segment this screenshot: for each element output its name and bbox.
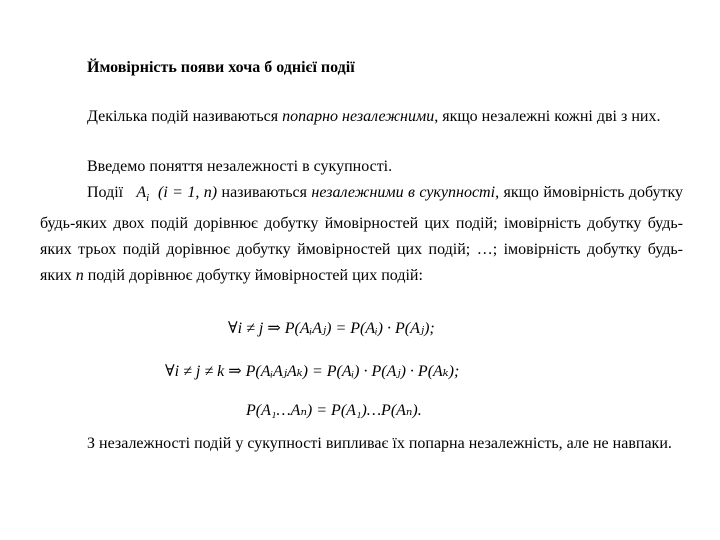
p3-end: подій дорівнює добутку ймовірностей цих подій: [83, 267, 423, 285]
paragraph-pairwise-independence [40, 104, 683, 130]
section-title: Ймовірність появи хоча б однієї події [87, 59, 355, 76]
p3-emphasis: незалежними в сукупності [311, 184, 496, 201]
paragraph-collective-independence [40, 180, 683, 289]
p1-text-before: Декілька подій називаються [87, 108, 283, 125]
paragraph-conclusion: З незалежності подій у сукупності випливає їх попарна незалежність, але не навпаки. [87, 435, 672, 452]
p3-rest: , якщо ймовірність добутку будь-яких двох подій дорівнює добутку ймовірностей цих подій; імовірність добутку будь-яких трьох подій дорівнює добутку ймовірностей цих подій; …; імовірність добутку будь-яких [40, 184, 684, 285]
p1-emphasis: попарно незалежними [282, 108, 435, 125]
formula-pairwise: ∀i ≠ j ⇒ P(AᵢAⱼ) = P(Aᵢ) · P(Aⱼ); [228, 320, 435, 337]
formula-n-events: P(A₁…Aₙ) = P(A₁)…P(Aₙ). [246, 402, 422, 419]
p3-mid: називаються [217, 184, 312, 201]
paragraph-introduce-concept: Введемо поняття незалежності в сукупності. [87, 158, 393, 175]
p3-math-range: (i = 1, n) [158, 184, 218, 201]
p1-text-after: , якщо незалежні кожні дві з них. [434, 108, 661, 125]
formula-triple: ∀i ≠ j ≠ k ⇒ P(AᵢAⱼAₖ) = P(Aᵢ) · P(Aⱼ) · P(Aₖ); [165, 363, 460, 380]
p3-n: n [75, 267, 84, 285]
p3-math-A: A [136, 184, 147, 201]
p3-start: Події [87, 184, 128, 201]
p3-math-i: i [146, 192, 150, 205]
